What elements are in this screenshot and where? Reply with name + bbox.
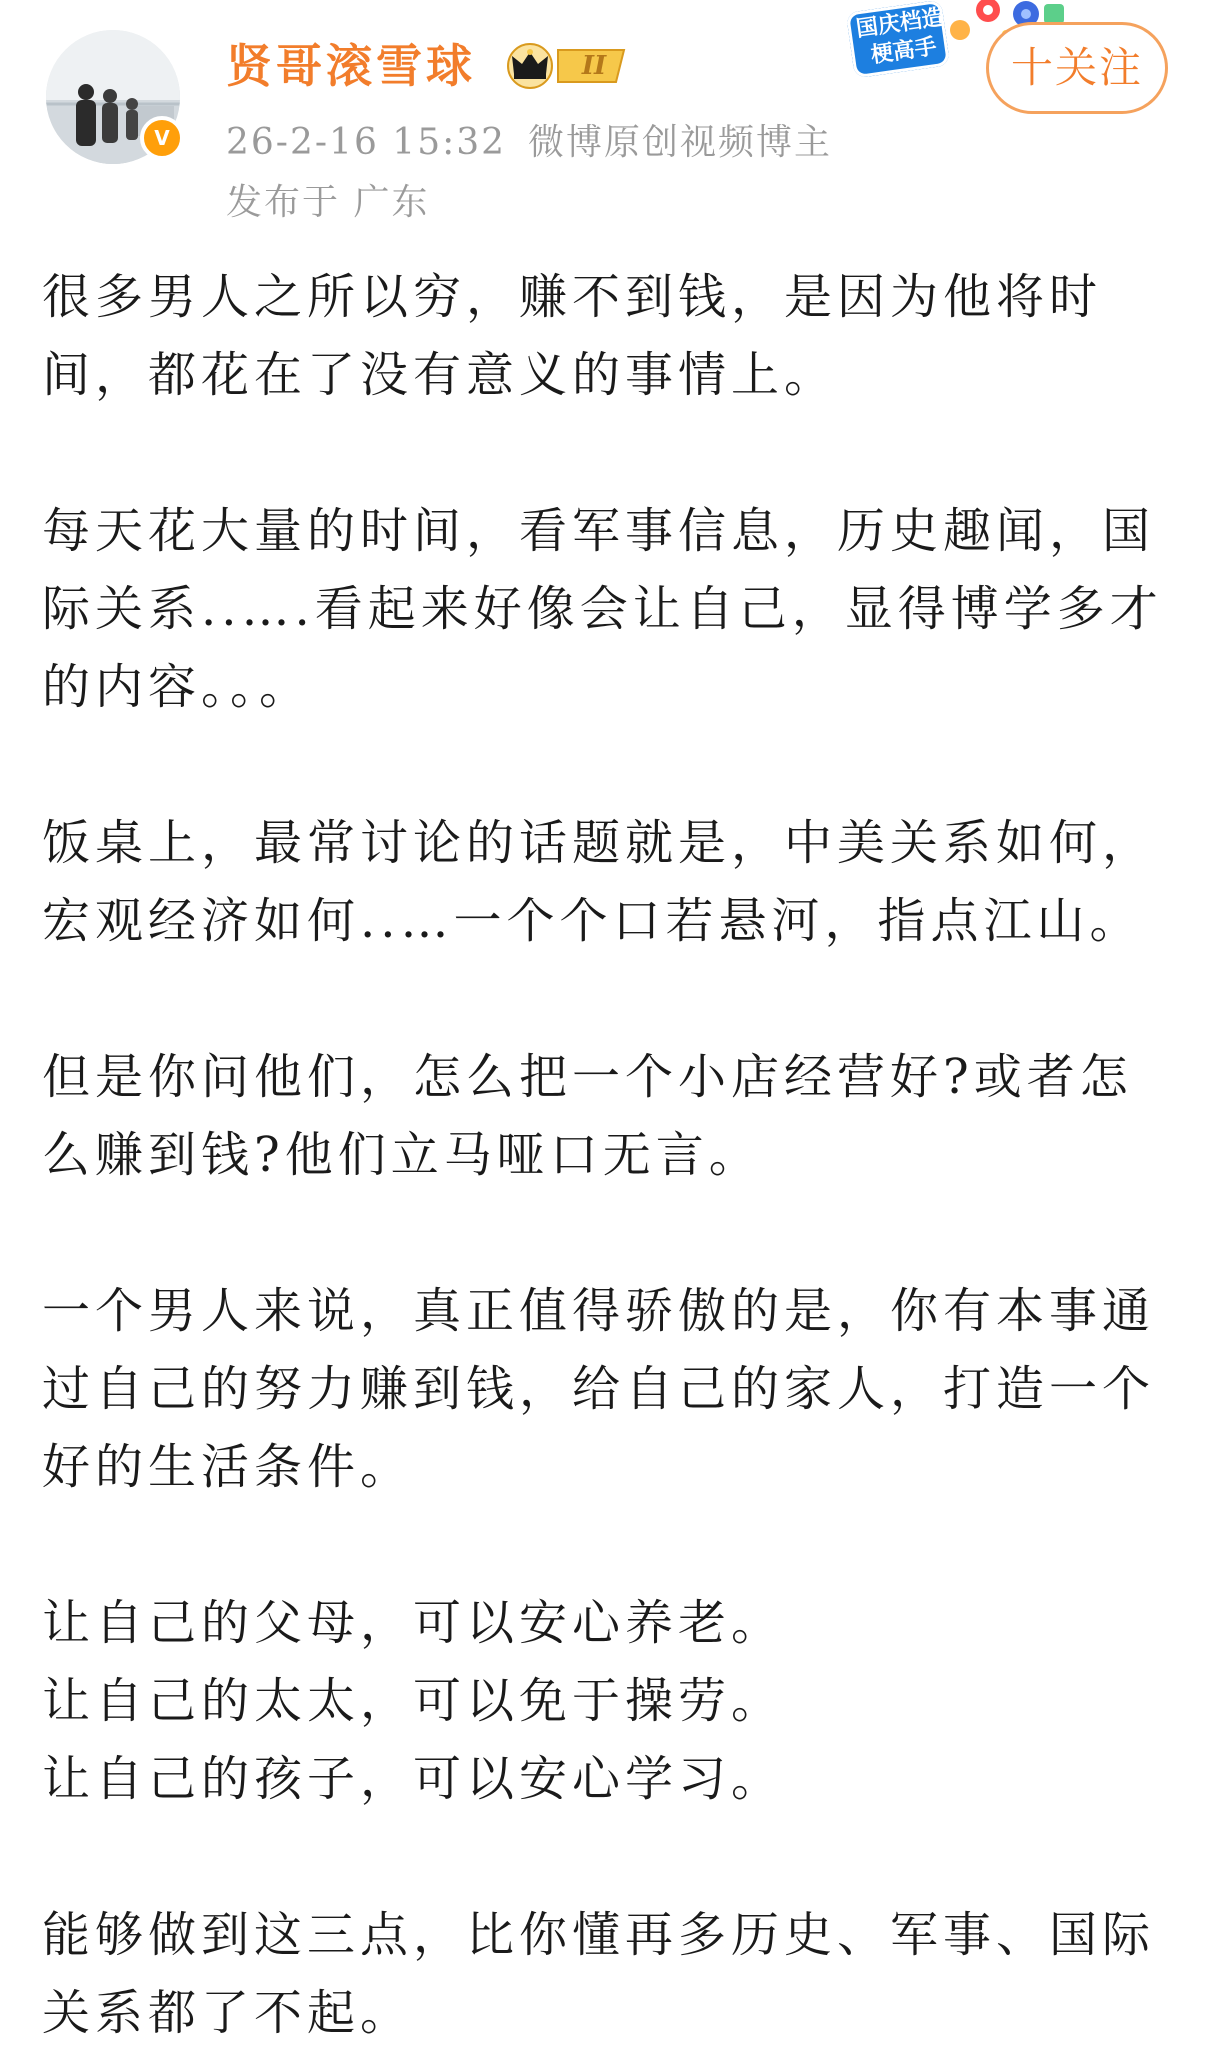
username[interactable]: 贤哥滚雪球 — [226, 39, 476, 93]
post-line: 但是你问他们，怎么把一个小店经营好?或者怎 — [42, 1049, 1133, 1105]
post-line: 一个男人来说，真正值得骄傲的是，你有本事通 — [42, 1283, 1156, 1339]
post-line: 每天花大量的时间，看军事信息，历史趣闻，国 — [42, 503, 1156, 559]
post-line: 很多男人之所以穷，赚不到钱，是因为他将时 — [42, 269, 1103, 325]
post-paragraph — [42, 258, 1172, 414]
post-line: 让自己的父母，可以安心养老。 — [42, 1595, 785, 1651]
svg-text:V: V — [154, 126, 170, 150]
post-paragraph — [42, 1896, 1172, 2052]
post-line: 过自己的努力赚到钱，给自己的家人，打造一个 — [42, 1361, 1156, 1417]
post-paragraph — [42, 1272, 1172, 1506]
post-line: 际关系..….看起来好像会让自己，显得博学多才 — [42, 581, 1163, 637]
post-line: 让自己的孩子，可以安心学习。 — [42, 1751, 785, 1807]
vip-level-text: II — [581, 51, 607, 81]
post-line: 宏观经济如何..…一个个口若悬河，指点江山。 — [42, 893, 1143, 949]
post-paragraph — [42, 804, 1172, 960]
post-header — [0, 0, 1216, 240]
post-paragraph — [42, 492, 1172, 726]
post-paragraph — [42, 1038, 1172, 1194]
vip-level-badge[interactable] — [496, 40, 632, 92]
post-timestamp: 26-2-16 15:32 — [226, 122, 507, 163]
post-line: 的内容。。。 — [42, 659, 313, 715]
follow-label: 十关注 — [1010, 43, 1143, 92]
post-line: 么赚到钱?他们立马哑口无言。 — [42, 1127, 762, 1183]
post-line: 关系都了不起。 — [42, 1985, 414, 2041]
post-line: 能够做到这三点，比你懂再多历史、军事、国际 — [42, 1907, 1156, 1963]
post-location: 发布于 广东 — [226, 182, 430, 223]
post-body — [42, 258, 1172, 2052]
post-paragraph — [42, 1584, 1172, 1818]
follow-button[interactable] — [986, 22, 1168, 114]
post-line: 间，都花在了没有意义的事情上。 — [42, 347, 838, 403]
post-line: 饭桌上，最常讨论的话题就是，中美关系如何， — [42, 815, 1156, 871]
event-badge-label: 国庆档造梗高手 — [854, 5, 946, 69]
post-meta — [226, 118, 832, 168]
post-source[interactable]: 微博原创视频博主 — [528, 122, 833, 163]
post-line: 好的生活条件。 — [42, 1439, 414, 1495]
avatar[interactable] — [46, 30, 180, 164]
post-line: 让自己的太太，可以免于操劳。 — [42, 1673, 785, 1729]
verified-icon — [140, 116, 184, 160]
